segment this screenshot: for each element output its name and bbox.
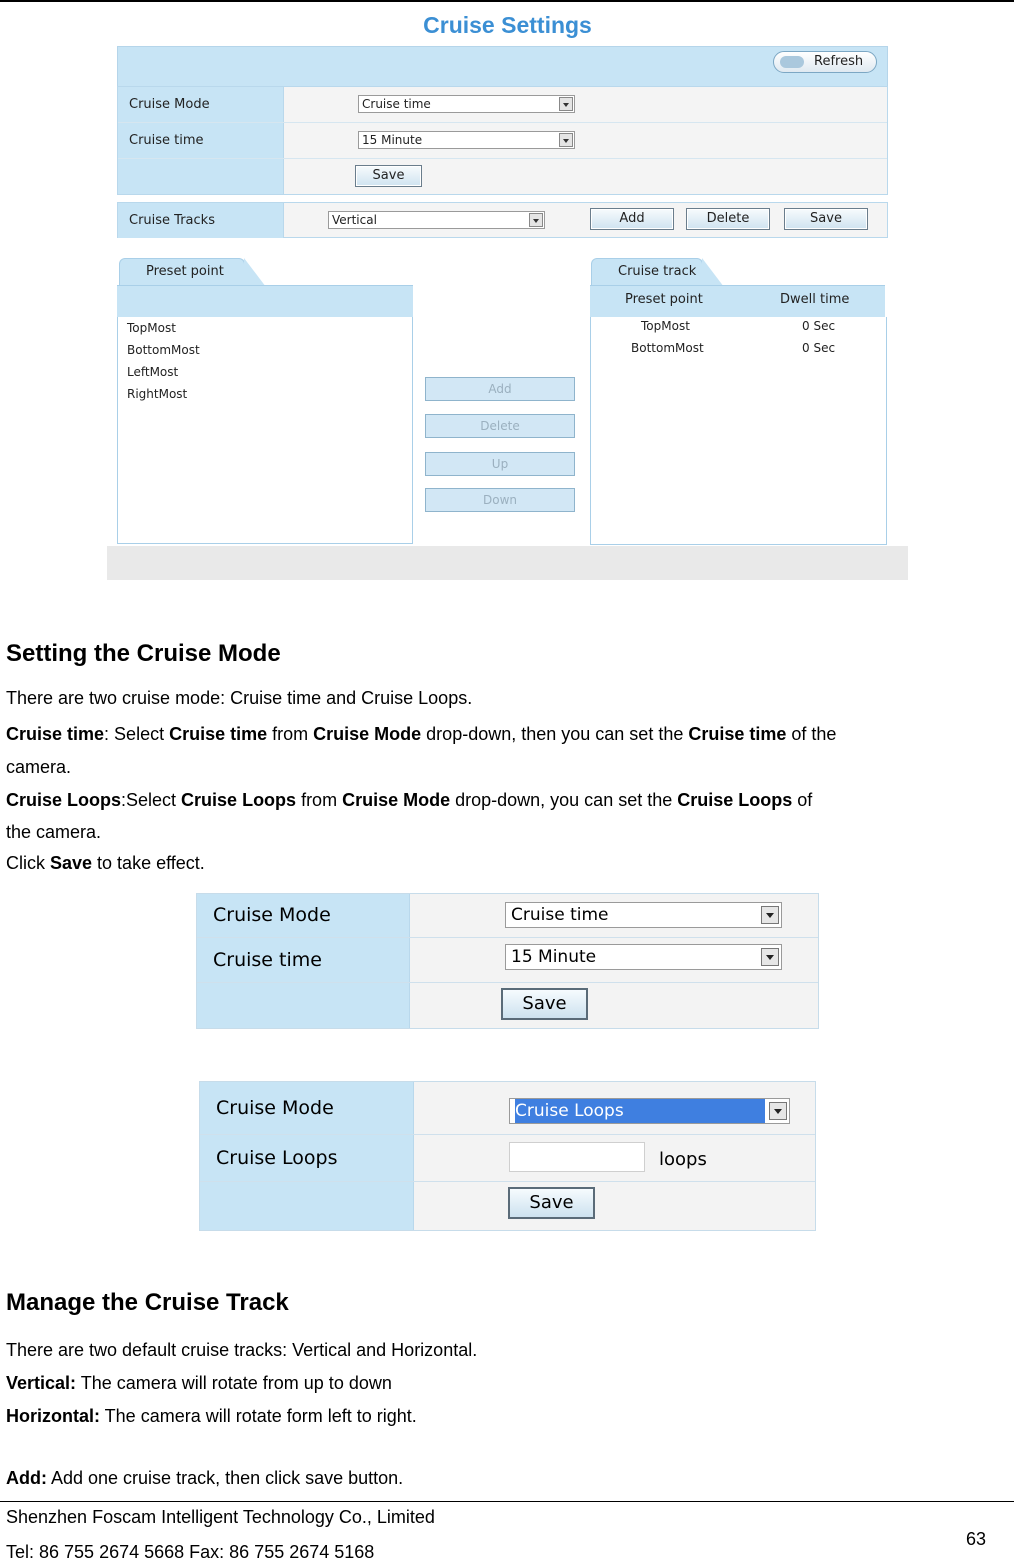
cruise-settings-screenshot bbox=[107, 10, 908, 580]
paragraph-vertical: Vertical: The camera will rotate from up to down bbox=[6, 1373, 392, 1393]
toolbar bbox=[117, 46, 888, 88]
add-point-button[interactable]: Add bbox=[425, 377, 575, 401]
section-heading-cruise-mode: Setting the Cruise Mode bbox=[6, 640, 281, 667]
loops-label: Cruise Loops bbox=[200, 1135, 414, 1181]
cruise-mode-select[interactable]: Cruise time bbox=[358, 95, 575, 113]
track-dwell: 0 Sec bbox=[802, 319, 836, 333]
save-row bbox=[197, 983, 818, 1028]
list-item[interactable]: TopMost bbox=[127, 321, 176, 335]
cruise-time-select[interactable]: 15 Minute bbox=[358, 131, 575, 149]
section-heading-cruise-track: Manage the Cruise Track bbox=[6, 1289, 289, 1316]
time-row bbox=[197, 938, 818, 983]
track-point: TopMost bbox=[641, 319, 690, 333]
save-button[interactable]: Save bbox=[355, 165, 422, 187]
chevron-down-icon bbox=[559, 97, 573, 111]
cruise-mode-row bbox=[118, 87, 887, 123]
paragraph-click-save: Click Save to take effect. bbox=[6, 853, 205, 873]
time-select[interactable]: 15 Minute bbox=[505, 944, 782, 970]
save-row bbox=[118, 159, 887, 194]
footer-company: Shenzhen Foscam Intelligent Technology Co., Limited bbox=[6, 1507, 435, 1527]
save-track-button[interactable]: Save bbox=[784, 208, 868, 230]
cruise-track-list bbox=[590, 317, 887, 545]
chevron-down-icon bbox=[559, 133, 573, 147]
move-down-button[interactable]: Down bbox=[425, 488, 575, 512]
add-track-button[interactable]: Add bbox=[590, 208, 674, 230]
list-item[interactable]: LeftMost bbox=[127, 365, 179, 379]
paragraph-horizontal: Horizontal: The camera will rotate form left to right. bbox=[6, 1406, 417, 1426]
loops-unit: loops bbox=[659, 1149, 707, 1170]
empty-label bbox=[118, 159, 284, 194]
mode-row bbox=[200, 1082, 815, 1135]
preset-panel-header bbox=[117, 285, 413, 318]
paragraph-cruise-loops-cont: the camera. bbox=[6, 822, 102, 842]
cruise-settings-title: Cruise Settings bbox=[423, 12, 592, 38]
list-item[interactable]: BottomMost bbox=[127, 343, 200, 357]
chevron-down-icon bbox=[769, 1102, 787, 1120]
tab-preset-point[interactable]: Preset point bbox=[119, 258, 245, 286]
track-point: BottomMost bbox=[631, 341, 704, 355]
cruise-mode-label: Cruise Mode bbox=[118, 87, 284, 122]
column-dwell-time: Dwell time bbox=[780, 292, 850, 307]
paragraph-intro: There are two cruise mode: Cruise time and Cruise Loops. bbox=[6, 688, 473, 708]
screenshot-footer-bar bbox=[107, 546, 908, 580]
preset-point-list bbox=[117, 317, 413, 544]
footer-rule bbox=[0, 1501, 1014, 1502]
chevron-down-icon bbox=[761, 906, 779, 924]
save-button[interactable]: Save bbox=[501, 988, 588, 1020]
move-up-button[interactable]: Up bbox=[425, 452, 575, 476]
save-row bbox=[200, 1182, 815, 1230]
paragraph-add: Add: Add one cruise track, then click save button. bbox=[6, 1468, 404, 1488]
tab-cruise-track[interactable]: Cruise track bbox=[591, 258, 703, 286]
time-label: Cruise time bbox=[197, 938, 410, 982]
page-number: 63 bbox=[966, 1529, 987, 1549]
column-preset-point: Preset point bbox=[625, 292, 703, 307]
mode-select[interactable]: Cruise time bbox=[505, 902, 782, 928]
chevron-down-icon bbox=[761, 948, 779, 966]
save-button[interactable]: Save bbox=[508, 1187, 595, 1219]
cruise-mode-form bbox=[117, 86, 888, 195]
mode-select[interactable]: Cruise Loops bbox=[509, 1098, 790, 1124]
chevron-down-icon bbox=[529, 213, 543, 227]
loops-input[interactable] bbox=[509, 1142, 645, 1172]
cruise-tracks-form bbox=[117, 202, 888, 238]
cruise-time-label: Cruise time bbox=[118, 123, 284, 158]
cruise-tracks-row bbox=[118, 203, 887, 238]
paragraph-tracks-intro: There are two default cruise tracks: Vertical and Horizontal. bbox=[6, 1340, 478, 1360]
loops-row bbox=[200, 1135, 815, 1182]
paragraph-cruise-time-cont: camera. bbox=[6, 757, 72, 777]
top-rule bbox=[0, 0, 1014, 2]
delete-track-button[interactable]: Delete bbox=[686, 208, 770, 230]
track-dwell: 0 Sec bbox=[802, 341, 836, 355]
paragraph-cruise-loops: Cruise Loops:Select Cruise Loops from Cruise Mode drop-down, you can set the Cruise Loops of bbox=[6, 790, 813, 810]
mode-label: Cruise Mode bbox=[200, 1082, 414, 1134]
delete-point-button[interactable]: Delete bbox=[425, 414, 575, 438]
cruise-tracks-label: Cruise Tracks bbox=[118, 203, 284, 238]
mode-row bbox=[197, 894, 818, 938]
cruise-tracks-select[interactable]: Vertical bbox=[328, 211, 545, 229]
paragraph-cruise-time: Cruise time: Select Cruise time from Cruise Mode drop-down, then you can set the Cruise time of the bbox=[6, 724, 837, 744]
refresh-button[interactable]: Refresh bbox=[773, 51, 877, 73]
refresh-icon bbox=[780, 56, 804, 68]
cruise-loops-screenshot bbox=[199, 1081, 816, 1231]
empty-label bbox=[200, 1182, 414, 1230]
cruise-track-header bbox=[590, 285, 885, 318]
empty-label bbox=[197, 983, 410, 1028]
mode-label: Cruise Mode bbox=[197, 894, 410, 937]
cruise-time-row bbox=[118, 123, 887, 159]
list-item[interactable]: RightMost bbox=[127, 387, 188, 401]
cruise-time-screenshot bbox=[196, 893, 819, 1029]
footer-contact: Tel: 86 755 2674 5668 Fax: 86 755 2674 5168 bbox=[6, 1542, 375, 1562]
